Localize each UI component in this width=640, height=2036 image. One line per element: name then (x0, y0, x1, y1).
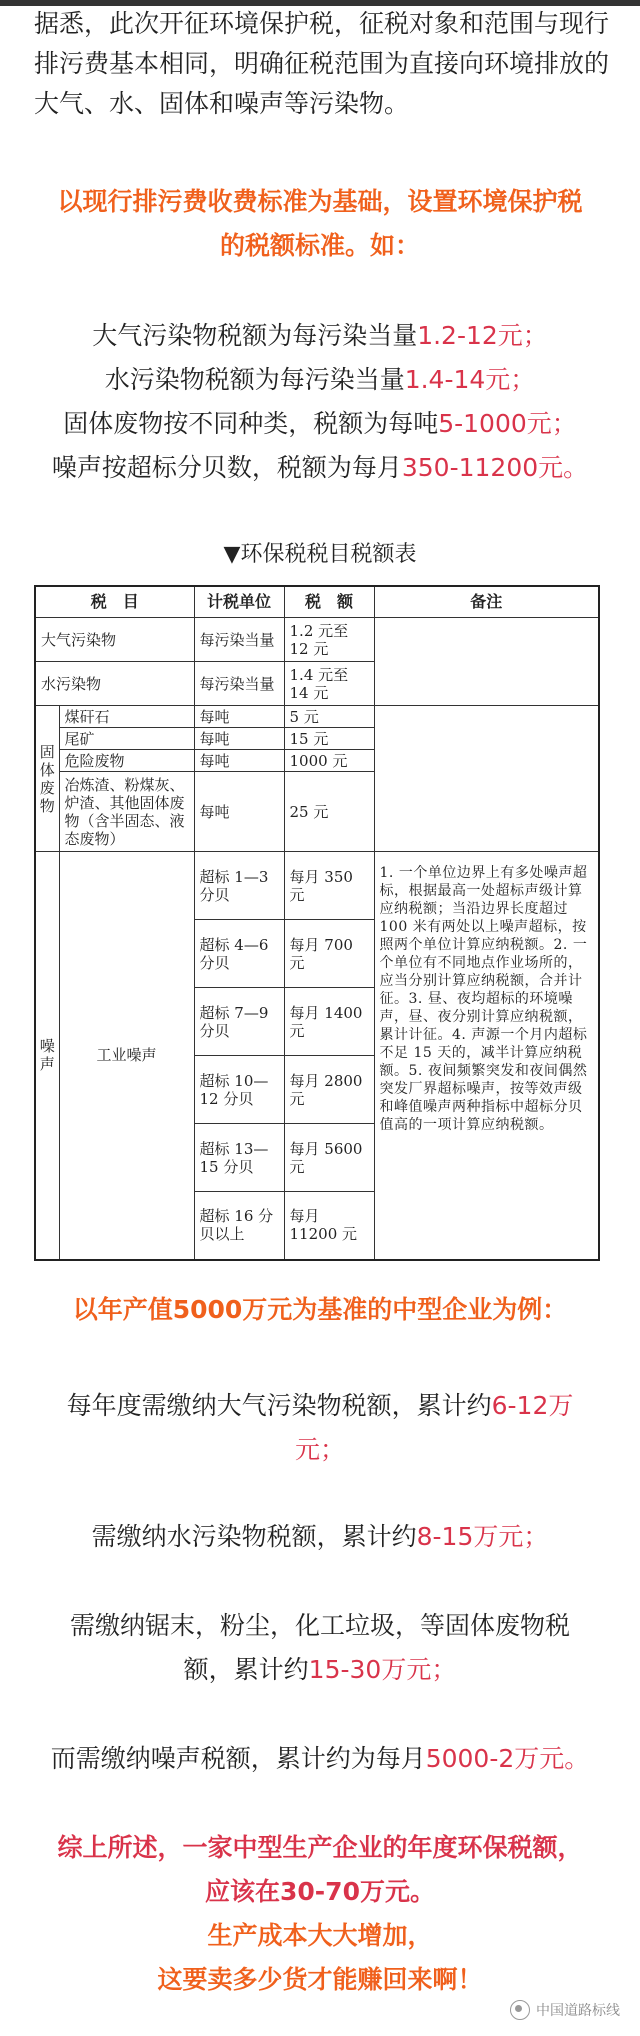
unit-noise: 超标 7—9 分贝 (194, 988, 284, 1056)
unit-noise: 超标 4—6 分贝 (194, 920, 284, 988)
amount-solid: 25 元 (284, 772, 374, 852)
heading-rate-basis: 以现行排污费收费标准为基础，设置环境保护税的税额标准。如： (57, 187, 583, 260)
table-row (35, 706, 599, 728)
item-air: 大气污染物 (35, 618, 194, 662)
unit-solid: 每吨 (194, 750, 284, 772)
rate-line-solid: 固体废物按不同种类，税额为每吨5-1000元； (63, 409, 577, 438)
conclusion-line-3: 生产成本大大增加， (207, 1921, 433, 1950)
table-row (35, 852, 599, 920)
conclusion-line-1: 综上所述，一家中型生产企业的年度环保税额， (57, 1833, 583, 1862)
group-noise: 噪声 (35, 852, 59, 1260)
amount-noise: 每月 700 元 (284, 920, 374, 988)
amount-noise: 每月 1400 元 (284, 988, 374, 1056)
item-solid: 尾矿 (59, 728, 194, 750)
amount-solid: 5 元 (284, 706, 374, 728)
rate-line-water: 水污染物税额为每污染当量1.4-14元； (104, 365, 536, 394)
unit-solid: 每吨 (194, 772, 284, 852)
noise-notes: 1. 一个单位边界上有多处噪声超标，根据最高一处超标声级计算应纳税额；当沿边界长度超过 100 米有两处以上噪声超标，按照两个单位计算应纳税额。2. 一个单位有不同地点作业场所的，应当分别计算应纳税额，合并计征。3. 昼、夜均超标的环境噪声，昼、夜分别计算应纳税额，累计计征。4. 声源一个月内超标不足 15 天的，减半计算应纳税额。5. 夜间频繁突发和夜间偶然突发厂界超标噪声，按等效声级和峰值噪声两种指标中超标分贝值高的一项计算应纳税额。 (374, 852, 599, 1260)
header-unit: 计税单位 (194, 586, 284, 618)
conclusion-line-2: 应该在30-70万元。 (205, 1877, 435, 1906)
header-notes: 备注 (374, 586, 599, 618)
amount-solid: 1000 元 (284, 750, 374, 772)
rate-line-air: 大气污染物税额为每污染当量1.2-12元； (92, 321, 548, 350)
item-water: 水污染物 (35, 662, 194, 706)
watermark-text: 中国道路标线 (536, 2003, 620, 2019)
amount-air: 1.2 元至 12 元 (284, 618, 374, 662)
rate-line-noise: 噪声按超标分贝数，税额为每月350-11200元。 (51, 453, 589, 482)
heading-example: 以年产值5000万元为基准的中型企业为例： (72, 1295, 568, 1324)
amount-water: 1.4 元至 14 元 (284, 662, 374, 706)
item-solid: 冶炼渣、粉煤灰、炉渣、其他固体废物（含半固态、液态废物） (59, 772, 194, 852)
table-header-row (35, 586, 599, 618)
notes-empty-top (374, 618, 599, 706)
item-solid: 危险废物 (59, 750, 194, 772)
unit-noise: 超标 13—15 分贝 (194, 1124, 284, 1192)
unit-water: 每污染当量 (194, 662, 284, 706)
amount-noise: 每月 11200 元 (284, 1192, 374, 1260)
unit-solid: 每吨 (194, 728, 284, 750)
amount-noise: 每月 350 元 (284, 852, 374, 920)
example-air: 每年度需缴纳大气污染物税额，累计约6-12万元； (66, 1391, 574, 1464)
unit-noise: 超标 10—12 分贝 (194, 1056, 284, 1124)
unit-noise: 超标 1—3 分贝 (194, 852, 284, 920)
tax-rate-table (34, 585, 600, 1261)
amount-noise: 每月 2800 元 (284, 1056, 374, 1124)
unit-noise: 超标 16 分贝以上 (194, 1192, 284, 1260)
table-caption: ▼环保税税目税额表 (223, 542, 417, 567)
intro-paragraph: 据悉，此次开征环境保护税，征税对象和范围与现行排污费基本相同，明确征税范围为直接向环境排放的大气、水、固体和噪声等污染物。 (34, 9, 610, 118)
unit-air: 每污染当量 (194, 618, 284, 662)
item-solid: 煤矸石 (59, 706, 194, 728)
amount-solid: 15 元 (284, 728, 374, 750)
wechat-icon (510, 2000, 530, 2020)
table-row (35, 618, 599, 662)
watermark (510, 2000, 620, 2020)
example-water: 需缴纳水污染物税额，累计约8-15万元； (91, 1522, 549, 1551)
group-solid: 固体废物 (35, 706, 59, 852)
example-solid: 需缴纳锯末，粉尘，化工垃圾，等固体废物税额，累计约15-30万元； (69, 1611, 570, 1684)
conclusion-line-4: 这要卖多少货才能赚回来啊！ (157, 1965, 483, 1994)
example-noise: 而需缴纳噪声税额，累计约为每月5000-2万元。 (50, 1744, 590, 1773)
header-amount: 税 额 (284, 586, 374, 618)
amount-noise: 每月 5600 元 (284, 1124, 374, 1192)
unit-solid: 每吨 (194, 706, 284, 728)
header-item: 税 目 (35, 586, 194, 618)
notes-empty-solid (374, 706, 599, 852)
item-industrial-noise: 工业噪声 (59, 852, 194, 1260)
